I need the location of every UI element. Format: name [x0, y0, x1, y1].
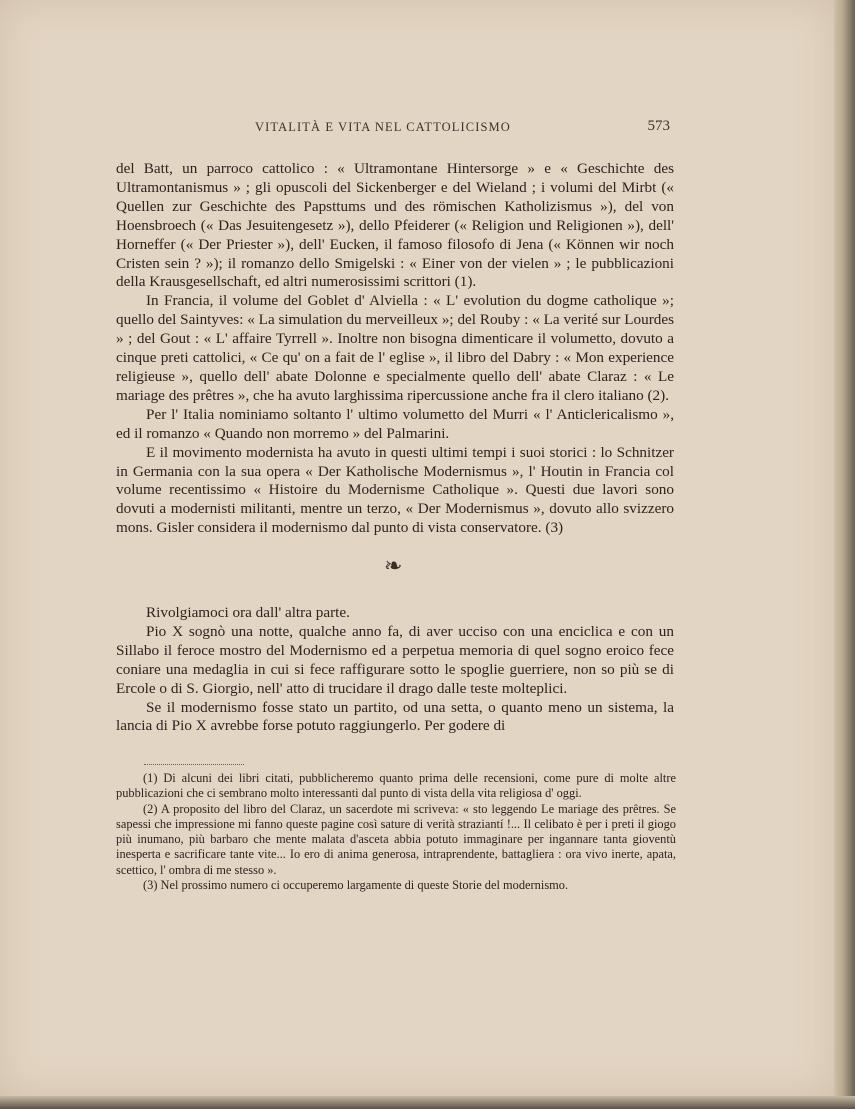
footnote-rule [144, 764, 244, 765]
page-edge-right [834, 0, 855, 1109]
footnote: (2) A proposito del libro del Claraz, un sacerdote mi scriveva: « sto leggendo Le mariage des prêtres. Se sapessi che impressione mi fanno queste pagine così sature di verità straziantí !... Il celibato è per i preti il giogo più inumano, più barbaro che mente malata d'asceta abbia potuto immaginare per ingannare tanta gioventù inesperta e sacrificare tante vite... Io ero di anima generosa, intraprendente, battagliera : ora vivo inerte, apata, scettico, l' ombra di me stesso ». [116, 801, 676, 877]
body-text-top [116, 160, 674, 538]
paragraph: Se il modernismo fosse stato un partito, od una setta, o quanto meno un sistema, la lancia di Pio X avrebbe forse potuto raggiungerlo. Per godere di [116, 698, 674, 735]
paragraph: E il movimento modernista ha avuto in questi ultimi tempi i suoi storici : lo Schnitzer in Germania con la sua opera « Der Katholische Modernismus », l' Houtin in Francia col volume recentissimo « Histoire du Modernisme Catholique ». Questi due lavori sono dovuti a modernisti militanti, mentre un terzo, « Der Modernismus », dovuto allo svizzero mons. Gisler considera il modernismo dal punto di vista conservatore. (3) [116, 443, 674, 537]
section-ornament: ❧ [384, 553, 403, 578]
footnotes [116, 771, 676, 893]
footnote: (1) Di alcuni dei libri citati, pubblicheremo quanto prima delle recensioni, come pure di molte altre pubblicazioni che ci sembrano molto interessanti dal punto di vista della vita religiosa d' oggi. [116, 771, 676, 801]
paragraph: Pio X sognò una notte, qualche anno fa, di aver ucciso con una enciclica e con un Sillabo il feroce mostro del Modernismo ed a perpetua memoria di quel sogno eroico fece coniare una medaglia in cui si fece raffigurare sotto le spoglie guerriere, non so più se di Ercole o di S. Giorgio, nell' atto di trucidare il drago dalle teste molteplici. [116, 622, 674, 697]
page-edge-bottom [0, 1096, 855, 1109]
body-text-bottom [116, 604, 674, 736]
paragraph: del Batt, un parroco cattolico : « Ultramontane Hintersorge » e « Geschichte des Ultramontanismus » ; gli opuscoli del Sickenberger e del Wieland ; i volumi del Mirbt (« Quellen zur Geschichte des Papsttums und des römischen Katholizismus »), del von Hoensbroech (« Das Jesuitengesetz »), dello Pfeiderer (« Religion und Religionen »), dell' Horneffer (« Der Priester »), dell' Eucken, il famoso filosofo di Jena (« Können wir noch Cristen sein ? »); il romanzo dello Smigelski : « Einer von der vielen » ; le pubblicazioni della Krausgesellschaft, ed altri numerosissimi scrittori (1). [116, 160, 674, 291]
running-head-title: VITALITÀ E VITA NEL CATTOLICISMO [255, 120, 511, 134]
footnote: (3) Nel prossimo numero ci occuperemo largamente di queste Storie del modernismo. [143, 878, 569, 893]
paragraph: Per l' Italia nominiamo soltanto l' ultimo volumetto del Murri « l' Anticlericalismo », ed il romanzo « Quando non morremo » del Palmarini. [116, 405, 674, 442]
paragraph: Rivolgiamoci ora dall' altra parte. [146, 604, 350, 621]
paragraph: In Francia, il volume del Goblet d' Alviella : « L' evolution du dogme catholique »; quello del Saintyves: « La simulation du merveilleux »; del Rouby : « La verité sur Lourdes » ; del Gout : « L' affaire Tyrrell ». Inoltre non bisogna dimenticare il volumetto, dovuto a cinque preti cattolici, « Ce qu' on a fait de l' eglise », il libro del Dabry : « Mon experience religieuse », quello dell' abate Dolonne e specialmente quello dell' abate Claraz : « Le mariage des prêtres », che ha avuto larghissima ripercussione anche fra il clero italiano (2). [116, 292, 674, 404]
running-head [118, 116, 670, 140]
page-number: 573 [647, 118, 670, 134]
